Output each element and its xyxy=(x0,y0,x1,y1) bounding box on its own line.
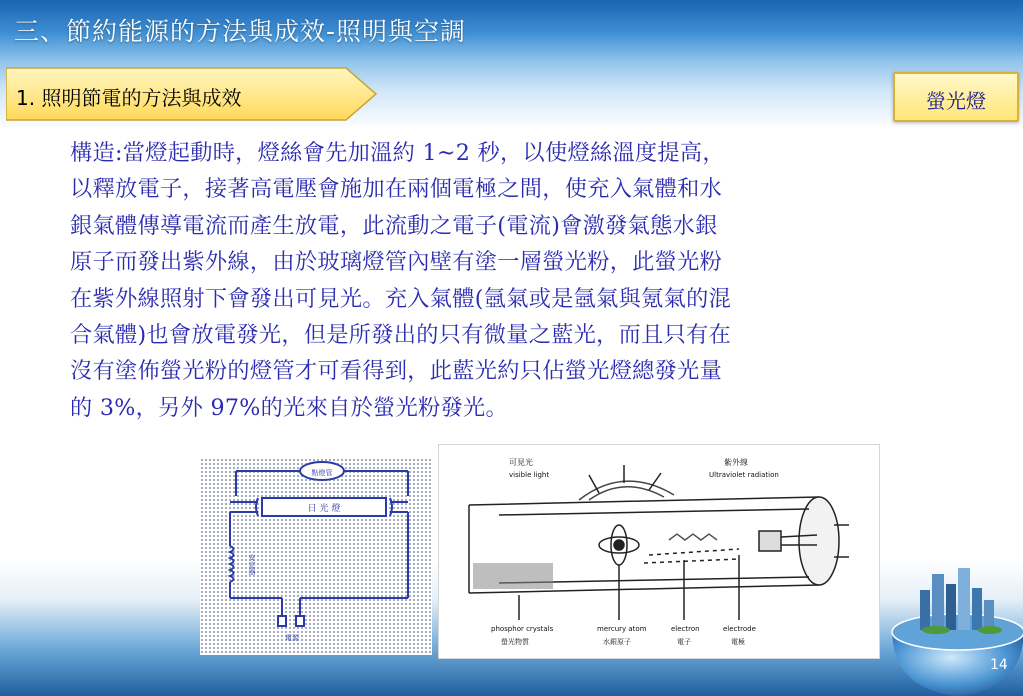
page-number: 14 xyxy=(990,657,1008,673)
body-line: 以釋放電子，接著高電壓會施加在兩個電極之間，使充入氣體和水 xyxy=(70,176,723,203)
electron-en: electron xyxy=(671,625,700,633)
body-line: 銀氣體傳導電流而產生放電，此流動之電子(電流)會激發氣態水銀 xyxy=(70,212,718,239)
city-globe-decoration xyxy=(878,560,1023,696)
tube-drawing xyxy=(439,445,881,660)
topic-label: 螢光燈 xyxy=(926,89,986,113)
electrode-en: electrode xyxy=(723,625,756,633)
circuit-diagram xyxy=(200,458,432,655)
electron-zh: 電子 xyxy=(677,638,691,646)
phosphor-en: phosphor crystals xyxy=(491,625,554,633)
body-line: 原子而發出紫外線，由於玻璃燈管內壁有塗一層螢光粉，此螢光粉 xyxy=(70,249,723,276)
tube-diagram xyxy=(438,444,880,659)
body-line: 在紫外線照射下會發出可見光。充入氣體(氬氣或是氬氣與氪氣的混 xyxy=(70,285,732,312)
body-line: 的 3%，另外 97%的光來自於螢光粉發光。 xyxy=(70,394,509,421)
slide-title: 三、節約能源的方法與成效-照明與空調 xyxy=(14,17,467,46)
topic-box xyxy=(893,72,1019,122)
uv-zh: 紫外線 xyxy=(724,458,748,467)
section-label: 1. 照明節電的方法與成效 xyxy=(16,86,242,110)
visible-light-en: visible light xyxy=(509,471,550,479)
visible-light-zh: 可見光 xyxy=(509,458,533,467)
body-line: 沒有塗佈螢光粉的燈管才可看得到，此藍光約只佔螢光燈總發光量 xyxy=(70,358,723,385)
tube-label: 日 光 燈 xyxy=(307,504,341,514)
mercury-zh: 水銀原子 xyxy=(603,638,631,646)
electrode-zh: 電極 xyxy=(731,638,745,646)
mercury-en: mercury atom xyxy=(597,625,647,633)
body-line: 合氣體)也會放電發光，但是所發出的只有微量之藍光，而且只有在 xyxy=(70,322,732,349)
globe-icon xyxy=(878,560,1023,696)
phosphor-zh: 螢光物質 xyxy=(501,638,529,646)
uv-en: Ultraviolet radiation xyxy=(709,471,779,479)
body-paragraph xyxy=(70,135,990,426)
section-tab xyxy=(6,66,378,122)
circuit-drawing xyxy=(200,458,432,655)
plug-label: 電源 xyxy=(285,634,299,642)
starter-label: 點燈管 xyxy=(311,469,333,477)
ballast-label: 安定器 xyxy=(248,554,256,575)
body-line: 構造:當燈起動時，燈絲會先加溫約 1~2 秒，以使燈絲溫度提高， xyxy=(70,140,725,166)
